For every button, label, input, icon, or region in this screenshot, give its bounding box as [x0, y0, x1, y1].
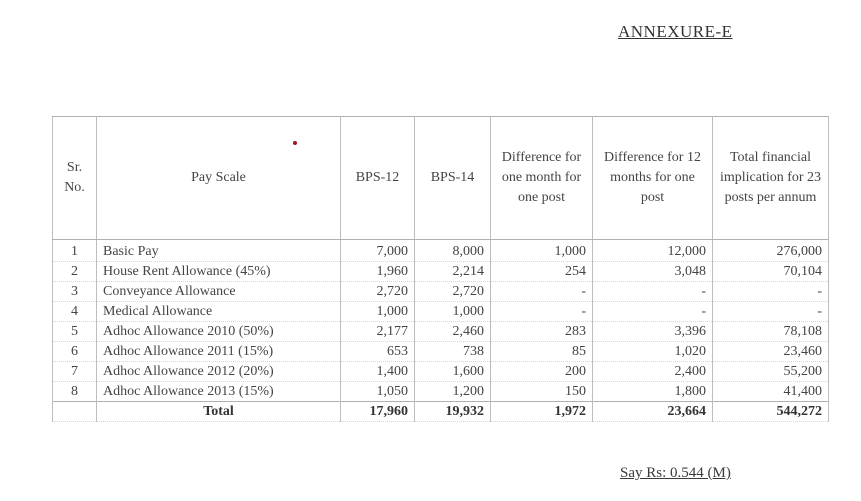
- table-row: [53, 382, 829, 402]
- cell-diff-12-months: -: [593, 302, 713, 322]
- cell-diff-12-months: 1,800: [593, 382, 713, 402]
- cell-pay-scale: Adhoc Allowance 2013 (15%): [97, 382, 341, 402]
- cell-bps-14: 8,000: [415, 240, 491, 262]
- cell-bps-14: 2,460: [415, 322, 491, 342]
- cell-diff-12-months: 3,048: [593, 262, 713, 282]
- header-total-financial-implication: Total financial implication for 23 posts per annum: [713, 117, 829, 240]
- table-row: [53, 342, 829, 362]
- cell-diff-12-months: 12,000: [593, 240, 713, 262]
- header-difference-one-month: Difference for one month for one post: [491, 117, 593, 240]
- cell-bps-12: 1,960: [341, 262, 415, 282]
- cell-pay-scale: House Rent Allowance (45%): [97, 262, 341, 282]
- cell-diff-one-month: 283: [491, 322, 593, 342]
- cell-sr: 2: [53, 262, 97, 282]
- cell-bps-12: 2,177: [341, 322, 415, 342]
- cell-diff-one-month: 200: [491, 362, 593, 382]
- cell-diff-one-month: 254: [491, 262, 593, 282]
- summary-note: Say Rs: 0.544 (M): [620, 465, 731, 481]
- table-row: [53, 240, 829, 262]
- cell-bps-14: 2,720: [415, 282, 491, 302]
- header-difference-12-months: Difference for 12 months for one post: [593, 117, 713, 240]
- header-sr-no: Sr. No.: [53, 117, 97, 240]
- cell-diff-one-month: 85: [491, 342, 593, 362]
- cell-total: 70,104: [713, 262, 829, 282]
- cell-total: 41,400: [713, 382, 829, 402]
- cell-sr: 1: [53, 240, 97, 262]
- cell-pay-scale: Adhoc Allowance 2010 (50%): [97, 322, 341, 342]
- cell-diff-12-months: 1,020: [593, 342, 713, 362]
- header-pay-scale: Pay Scale: [97, 117, 341, 240]
- cell-sr-empty: [53, 402, 97, 422]
- cell-diff-12-months: -: [593, 282, 713, 302]
- cell-sr: 8: [53, 382, 97, 402]
- table-header-row: [53, 117, 829, 240]
- header-bps-12: BPS-12: [341, 117, 415, 240]
- cell-bps-14: 1,600: [415, 362, 491, 382]
- cell-bps-14: 1,000: [415, 302, 491, 322]
- cell-pay-scale: Adhoc Allowance 2011 (15%): [97, 342, 341, 362]
- cell-pay-scale: Adhoc Allowance 2012 (20%): [97, 362, 341, 382]
- cell-total: -: [713, 282, 829, 302]
- cell-sr: 3: [53, 282, 97, 302]
- cell-pay-scale: Medical Allowance: [97, 302, 341, 322]
- cell-total: 276,000: [713, 240, 829, 262]
- annexure-table: [52, 116, 829, 422]
- total-financial-implication: 544,272: [713, 402, 829, 422]
- cell-bps-12: 1,000: [341, 302, 415, 322]
- total-bps-14: 19,932: [415, 402, 491, 422]
- total-bps-12: 17,960: [341, 402, 415, 422]
- total-diff-12-months: 23,664: [593, 402, 713, 422]
- cell-total: -: [713, 302, 829, 322]
- cell-sr: 7: [53, 362, 97, 382]
- cell-bps-14: 1,200: [415, 382, 491, 402]
- cell-bps-12: 653: [341, 342, 415, 362]
- cell-sr: 4: [53, 302, 97, 322]
- page-title: ANNEXURE-E: [618, 22, 733, 41]
- cell-diff-one-month: 1,000: [491, 240, 593, 262]
- cell-total: 23,460: [713, 342, 829, 362]
- table-row: [53, 362, 829, 382]
- cell-sr: 5: [53, 322, 97, 342]
- cell-diff-12-months: 2,400: [593, 362, 713, 382]
- total-label: Total: [97, 402, 341, 422]
- cell-bps-12: 2,720: [341, 282, 415, 302]
- total-row: [53, 402, 829, 422]
- cell-bps-12: 1,050: [341, 382, 415, 402]
- cell-pay-scale: Basic Pay: [97, 240, 341, 262]
- table-row: [53, 302, 829, 322]
- cell-diff-one-month: 150: [491, 382, 593, 402]
- cell-bps-14: 738: [415, 342, 491, 362]
- table-row: [53, 322, 829, 342]
- cell-diff-12-months: 3,396: [593, 322, 713, 342]
- cell-bps-14: 2,214: [415, 262, 491, 282]
- table-row: [53, 262, 829, 282]
- cell-total: 78,108: [713, 322, 829, 342]
- total-diff-one-month: 1,972: [491, 402, 593, 422]
- cell-sr: 6: [53, 342, 97, 362]
- cell-bps-12: 7,000: [341, 240, 415, 262]
- table-row: [53, 282, 829, 302]
- cell-pay-scale: Conveyance Allowance: [97, 282, 341, 302]
- cell-bps-12: 1,400: [341, 362, 415, 382]
- cell-diff-one-month: -: [491, 282, 593, 302]
- header-bps-14: BPS-14: [415, 117, 491, 240]
- cell-total: 55,200: [713, 362, 829, 382]
- cell-diff-one-month: -: [491, 302, 593, 322]
